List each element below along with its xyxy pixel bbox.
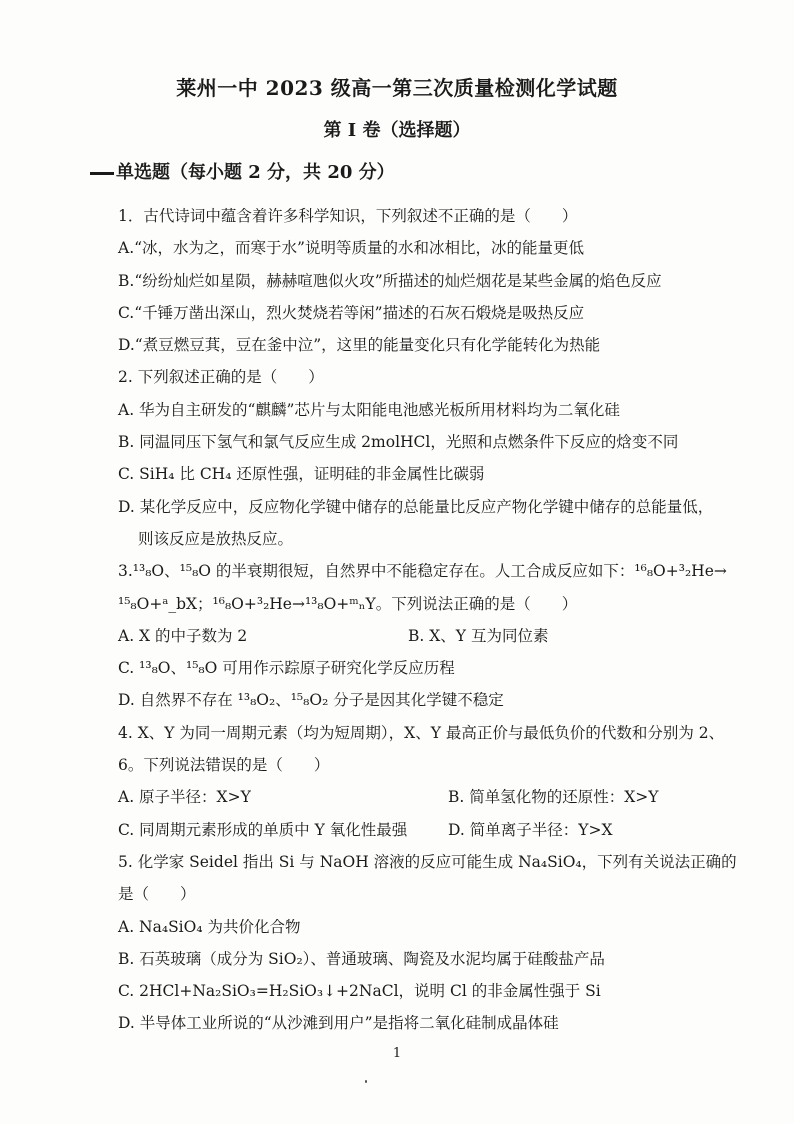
q4-options-cd	[118, 814, 758, 846]
section-number-dash	[90, 172, 114, 175]
q4-stem-line2: 6。下列说法错误的是（ ）	[118, 756, 330, 775]
scan-speck	[365, 1080, 367, 1083]
q5-stem-line1: 5. 化学家 Seidel 指出 Si 与 NaOH 溶液的反应可能生成 Na₄SiO₄，下列有关说法正确的	[118, 852, 737, 871]
q2-option-d-line2: 则该反应是放热反应。	[138, 529, 294, 548]
q1-option-c: C.“千锤万凿出深山，烈火焚烧若等闲”描述的石灰石煅烧是吸热反应	[118, 303, 585, 322]
q4-option-b: B. 简单氢化物的还原性：X>Y	[448, 788, 659, 807]
q3-options-ab	[118, 620, 758, 652]
question-body	[118, 200, 758, 1040]
q2-option-d-line1: D. 某化学反应中，反应物化学键中储存的总能量比反应产物化学键中储存的总能量低，	[118, 497, 714, 516]
q5-option-b: B. 石英玻璃（成分为 SiO₂）、普通玻璃、陶瓷及水泥均属于硅酸盐产品	[118, 949, 605, 968]
q3-option-b: B. X、Y 互为同位素	[408, 626, 549, 645]
section-heading	[90, 158, 395, 184]
q3-option-c: C. ¹³₈O、¹⁵₈O 可用作示踪原子研究化学反应历程	[118, 659, 455, 678]
page-number: 1	[392, 1046, 402, 1061]
q3-stem-line2: ¹⁵₈O+ᵃ_bX；¹⁶₈O+³₂He→¹³₈O+ᵐₙY。下列说法正确的是（ ）	[118, 594, 578, 613]
q4-stem-line1: 4. X、Y 为同一周期元素（均为短周期），X、Y 最高正价与最低负价的代数和分别为 2、	[118, 723, 725, 742]
q5-option-a: A. Na₄SiO₄ 为共价化合物	[118, 917, 301, 936]
exam-title: 莱州一中 2023 级高一第三次质量检测化学试题	[176, 76, 618, 100]
q4-option-c: C. 同周期元素形成的单质中 Y 氧化性最强	[118, 820, 408, 839]
q1-option-d: D.“煮豆燃豆萁，豆在釜中泣”，这里的能量变化只有化学能转化为热能	[118, 336, 601, 355]
q3-stem-line1: 3.¹³₈O、¹⁵₈O 的半衰期很短，自然界中不能稳定存在。人工合成反应如下：¹⁶₈O+³₂He→	[118, 562, 727, 581]
section-heading-text: 单选题（每小题 2 分，共 20 分）	[116, 162, 395, 183]
q3-option-d: D. 自然界不存在 ¹³₈O₂、¹⁵₈O₂ 分子是因其化学键不稳定	[118, 691, 504, 710]
q2-option-c: C. SiH₄ 比 CH₄ 还原性强，证明硅的非金属性比碳弱	[118, 465, 485, 484]
q4-option-a: A. 原子半径：X>Y	[118, 788, 251, 807]
q2-option-b: B. 同温同压下氢气和氯气反应生成 2molHCl，光照和点燃条件下反应的焓变不同	[118, 433, 679, 452]
q4-option-d: D. 简单离子半径：Y>X	[448, 820, 613, 839]
exam-subtitle: 第 I 卷（选择题）	[323, 120, 471, 141]
q2-option-a: A. 华为自主研发的“麒麟”芯片与太阳能电池感光板所用材料均为二氧化硅	[118, 400, 620, 419]
q4-options-ab	[118, 781, 758, 813]
q1-option-b: B.“纷纷灿烂如星陨，赫赫喧虺似火攻”所描述的灿烂烟花是某些金属的焰色反应	[118, 271, 662, 290]
q2-stem: 2. 下列叙述正确的是（ ）	[118, 368, 324, 387]
q1-stem: 1．古代诗词中蕴含着许多科学知识，下列叙述不正确的是（ ）	[118, 207, 578, 225]
q5-option-d: D. 半导体工业所说的“从沙滩到用户”是指将二氧化硅制成晶体硅	[118, 1014, 559, 1033]
q5-stem-line2: 是（ ）	[118, 885, 196, 904]
q5-option-c: C. 2HCl+Na₂SiO₃=H₂SiO₃↓+2NaCl，说明 Cl 的非金属性强于 Si	[118, 982, 601, 1001]
q1-option-a: A.“冰，水为之，而寒于水”说明等质量的水和冰相比，冰的能量更低	[118, 239, 584, 258]
q3-option-a: A. X 的中子数为 2	[118, 626, 248, 645]
